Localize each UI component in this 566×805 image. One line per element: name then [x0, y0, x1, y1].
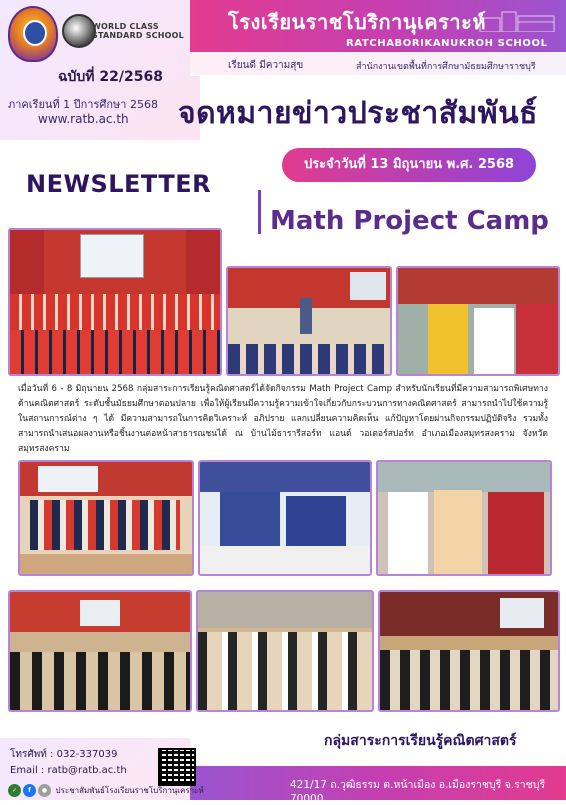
school-building-icon	[478, 8, 558, 32]
email-address[interactable]: Email : ratb@ratb.ac.th	[10, 765, 127, 776]
photo-hall-1	[8, 590, 192, 712]
department-name: กลุ่มสาระการเรียนรู้คณิตศาสตร์	[324, 733, 517, 749]
event-description: เมื่อวันที่ 6 - 8 มิถุนายน 2568 กลุ่มสาระการเรียนรู้คณิตศาสตร์ได้จัดกิจกรรม Math Project Camp สำหรับนักเรียนที่มีความสามารถพิเศษทางด้านคณิตศาสตร์ ระดับชั้นมัธยมศึกษาตอนปลาย เพื่อให้ผู้เรียนมีความรู้ความเข้าใจเกี่ยวกับกระบวนการทางคณิตศาสตร์ สามารถนำไปใช้ความรู้ในสถานการณ์ต่าง ๆ ได้ มีความสามารถในการคิดวิเคราะห์ อภิปราย แลกเปลี่ยนความคิดเห็น แก้ปัญหาโดยผ่านกิจกรรมปฏิบัติจริง รวมทั้งสามารถนำเสนอผลงานหรือชิ้นงานต่อหน้าสาธารณชนได้ ณ บ้านไม้ธารารีสอร์ท แอนด์ วอเตอร์สปอร์ท อำเภอเมืองสมุทรสงคราม จังหวัดสมุทรสงคราม	[18, 384, 548, 454]
newsletter-main-title: จดหมายข่าวประชาสัมพันธ์	[178, 96, 538, 131]
qr-code-icon[interactable]	[158, 748, 196, 786]
photo-group	[8, 228, 222, 376]
title-divider	[258, 190, 261, 234]
world-class-line2: STANDARD SCHOOL	[92, 31, 184, 40]
social-page-name[interactable]: ประชาสัมพันธ์โรงเรียนราชโบริกานุเคราะห์	[55, 786, 204, 795]
website-link[interactable]: www.ratb.ac.th	[38, 112, 129, 126]
photo-activity-1	[18, 460, 194, 576]
photo-activity-2	[198, 460, 372, 576]
school-name-english: RATCHABORIKANUKROH SCHOOL	[346, 38, 548, 49]
education-office: สำนักงานเขตพื้นที่การศึกษามัธยมศึกษาราชบุรี	[356, 62, 536, 72]
photo-presenter	[226, 266, 392, 376]
photo-hall-3	[378, 590, 560, 712]
photo-hall-2	[196, 590, 374, 712]
photo-students-reading	[396, 266, 560, 376]
issue-number: ฉบับที่ 22/2568	[58, 69, 163, 85]
school-address: 421/17 ถ.วุฒิธรรม ต.หน้าเมือง อ.เมืองราชบุรี จ.ราชบุรี 70000	[290, 779, 546, 805]
date-pill	[282, 148, 536, 182]
newsletter-heading: NEWSLETTER	[26, 170, 212, 198]
issue-date: ประจำวันที่ 13 มิถุนายน พ.ศ. 2568	[303, 157, 515, 172]
school-crest-center-icon	[23, 20, 47, 46]
facebook-icon[interactable]: f	[23, 784, 36, 797]
photo-activity-3	[376, 460, 552, 576]
school-badge-icon[interactable]: ●	[38, 784, 51, 797]
world-class-globe-icon	[62, 14, 96, 48]
social-row	[8, 784, 204, 797]
world-class-line1: WORLD CLASS	[92, 22, 159, 31]
line-icon[interactable]: ✓	[8, 784, 21, 797]
term-label: ภาคเรียนที่ 1 ปีการศึกษา 2568	[8, 98, 158, 111]
school-name-thai: โรงเรียนราชโบริกานุเคราะห์	[228, 10, 487, 34]
phone-number[interactable]: โทรศัพท์ : 032-337039	[10, 749, 118, 760]
event-title: Math Project Camp	[270, 206, 549, 236]
world-class-logo	[92, 22, 184, 40]
school-motto: เรียนดี มีความสุข	[228, 60, 304, 71]
